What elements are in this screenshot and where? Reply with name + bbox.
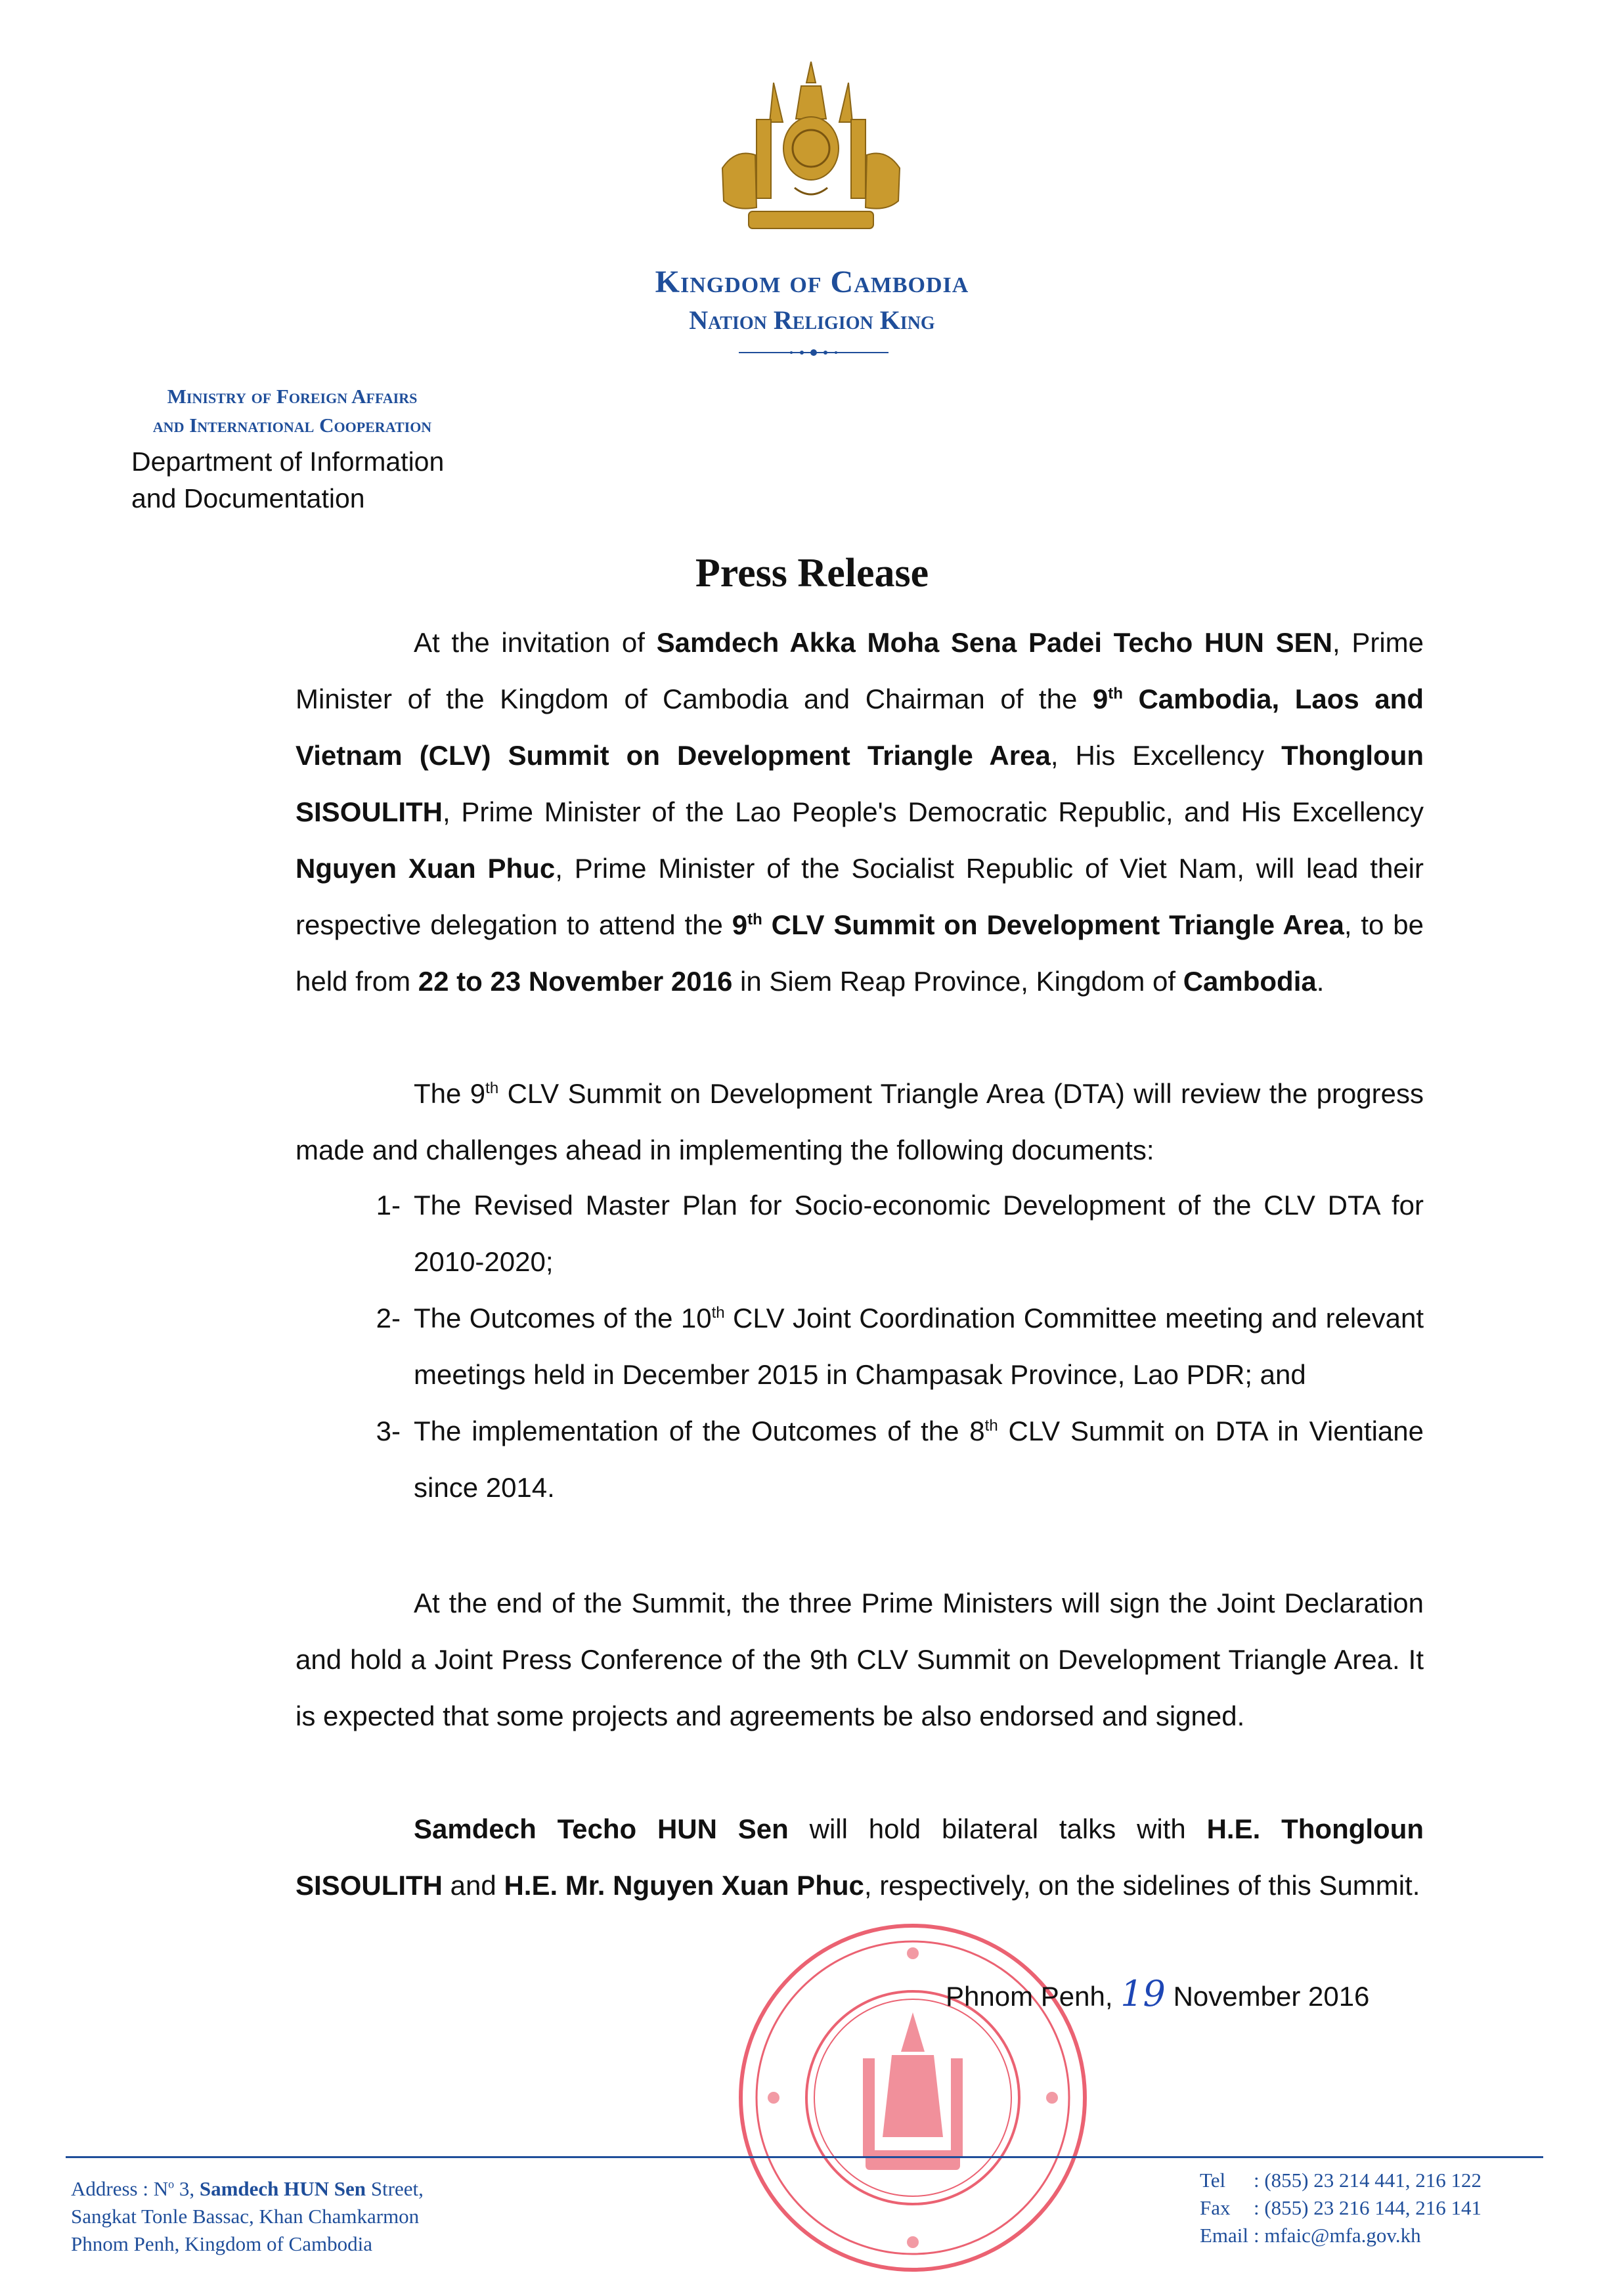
text-run-bold: Cambodia — [1183, 966, 1317, 997]
ministry-name — [66, 382, 519, 440]
ordinal-suffix: th — [1108, 685, 1123, 703]
divider-ornament-icon — [739, 343, 889, 362]
national-motto-text: Nation Religion King — [689, 305, 935, 335]
text-run: , His Excellency — [1050, 740, 1282, 771]
address-line-1 — [71, 2175, 424, 2203]
list-item-text — [414, 1290, 1424, 1403]
text-run: , Prime Minister of the Kingdom of Cambodia and Chairman of the — [296, 627, 1424, 714]
text-run-bold: Samdech Akka Moha Sena Padei Techo HUN SEN — [656, 627, 1332, 658]
tel-label: Tel — [1200, 2169, 1226, 2192]
address-number-sign: o — [168, 2177, 175, 2191]
national-motto — [0, 305, 1624, 336]
paragraph-review — [296, 1066, 1424, 1179]
department-line-2: and Documentation — [131, 483, 365, 513]
tel-value: : (855) 23 214 441, 216 122 — [1254, 2169, 1482, 2192]
text-run: CLV Joint Coordination Committee meeting and relevant meetings held in December 2015 in Champasak Province, Lao PDR; and — [414, 1303, 1424, 1390]
documents-list — [296, 1177, 1424, 1516]
paragraph-bilateral — [296, 1801, 1424, 1914]
paragraph-summit-end-text: At the end of the Summit, the three Prime Ministers will sign the Joint Declaration and hold a Joint Press Conference of the 9th CLV Summit on Development Triangle Area. It is expected that some projects and agreements be also endorsed and signed. — [296, 1588, 1424, 1731]
address-number: 3, — [174, 2177, 200, 2200]
text-run: The Revised Master Plan for Socio-economic Development of the CLV DTA for 2010-2020; — [414, 1190, 1424, 1277]
ministry-line-1: Ministry of Foreign Affairs — [167, 385, 418, 408]
department-name — [131, 443, 444, 517]
address-line-2: Sangkat Tonle Bassac, Khan Chamkarmon — [71, 2205, 420, 2228]
text-run: will hold bilateral talks with — [788, 1813, 1207, 1844]
date-month-year: November 2016 — [1173, 1981, 1370, 2012]
text-run: , Prime Minister of the Socialist Republic of Viet Nam, will lead their respective delegation to attend the — [296, 853, 1424, 940]
list-item-number: 3- — [376, 1416, 401, 1446]
ordinal-suffix: th — [485, 1079, 499, 1097]
text-run-bold: H.E. Mr. Nguyen Xuan Phuc — [504, 1870, 864, 1901]
date-day-handwritten: 19 — [1120, 1973, 1166, 2014]
text-run: , Prime Minister of the Lao People's Democratic Republic, and His Excellency — [443, 796, 1424, 827]
text-run-bold: 9 — [732, 909, 748, 940]
text-run: CLV Summit on Development Triangle Area (DTA) will review the progress made and challenges ahead in implementing the following documents: — [296, 1078, 1424, 1165]
footer-contact — [1200, 2167, 1481, 2249]
ministry-line-2: and International Cooperation — [152, 414, 432, 437]
fax-value: : (855) 23 216 144, 216 141 — [1254, 2196, 1482, 2219]
list-item — [296, 1403, 1424, 1516]
text-run: CLV Summit on DTA in Vientiane since 2014. — [414, 1416, 1424, 1503]
paragraph-invitation — [296, 615, 1424, 1010]
address-street-suffix: Street, — [366, 2177, 424, 2200]
text-run: The 9 — [414, 1078, 486, 1109]
text-run-bold: CLV Summit on Development Triangle Area — [762, 909, 1344, 940]
contact-email — [1200, 2222, 1481, 2249]
text-run: , to be held from — [296, 909, 1424, 997]
address-line-3: Phnom Penh, Kingdom of Cambodia — [71, 2232, 372, 2255]
email-value: : mfaic@mfa.gov.kh — [1254, 2224, 1421, 2247]
text-run: , respectively, on the sidelines of this Summit. — [864, 1870, 1420, 1901]
footer-divider — [66, 2156, 1543, 2158]
text-run: The Outcomes of the 10 — [414, 1303, 712, 1333]
list-item — [296, 1177, 1424, 1290]
text-run: The implementation of the Outcomes of the 8 — [414, 1416, 985, 1446]
email-label: Email — [1200, 2224, 1249, 2247]
text-run-bold: Samdech Techo HUN Sen — [414, 1813, 789, 1844]
footer-address — [71, 2175, 424, 2258]
department-line-1: Department of Information — [131, 446, 445, 477]
list-item-text — [414, 1403, 1424, 1516]
royal-emblem-icon — [709, 56, 913, 247]
text-run-bold: Thongloun SISOULITH — [296, 740, 1424, 827]
text-run: . — [1316, 966, 1325, 997]
address-street: Samdech HUN Sen — [199, 2177, 366, 2200]
contact-fax — [1200, 2194, 1481, 2222]
list-item — [296, 1290, 1424, 1403]
text-run-bold: H.E. Thongloun SISOULITH — [296, 1813, 1424, 1901]
text-run: and — [443, 1870, 504, 1901]
paragraph-summit-end — [296, 1575, 1424, 1744]
text-run: in Siem Reap Province, Kingdom of — [732, 966, 1183, 997]
text-run-bold: 22 to 23 November 2016 — [418, 966, 733, 997]
text-run-bold: 9 — [1092, 683, 1108, 714]
date-line — [946, 1973, 1369, 2014]
address-prefix: Address : N — [71, 2177, 169, 2200]
text-run-bold: Nguyen Xuan Phuc — [296, 853, 556, 884]
country-name-text: Kingdom of Cambodia — [655, 265, 969, 299]
date-place: Phnom Penh, — [946, 1981, 1113, 2012]
list-item-number: 2- — [376, 1303, 401, 1333]
text-run: At the invitation of — [414, 627, 657, 658]
fax-label: Fax — [1200, 2196, 1231, 2219]
ordinal-suffix: th — [984, 1417, 998, 1435]
list-item-text — [414, 1177, 1424, 1290]
country-name — [0, 264, 1624, 300]
contact-tel — [1200, 2167, 1481, 2194]
ordinal-suffix: th — [747, 911, 762, 928]
text-run-bold: Cambodia, Laos and Vietnam (CLV) Summit on Development Triangle Area — [296, 683, 1424, 771]
ordinal-suffix: th — [711, 1304, 725, 1322]
page-title: Press Release — [695, 551, 929, 596]
list-item-number: 1- — [376, 1190, 401, 1221]
